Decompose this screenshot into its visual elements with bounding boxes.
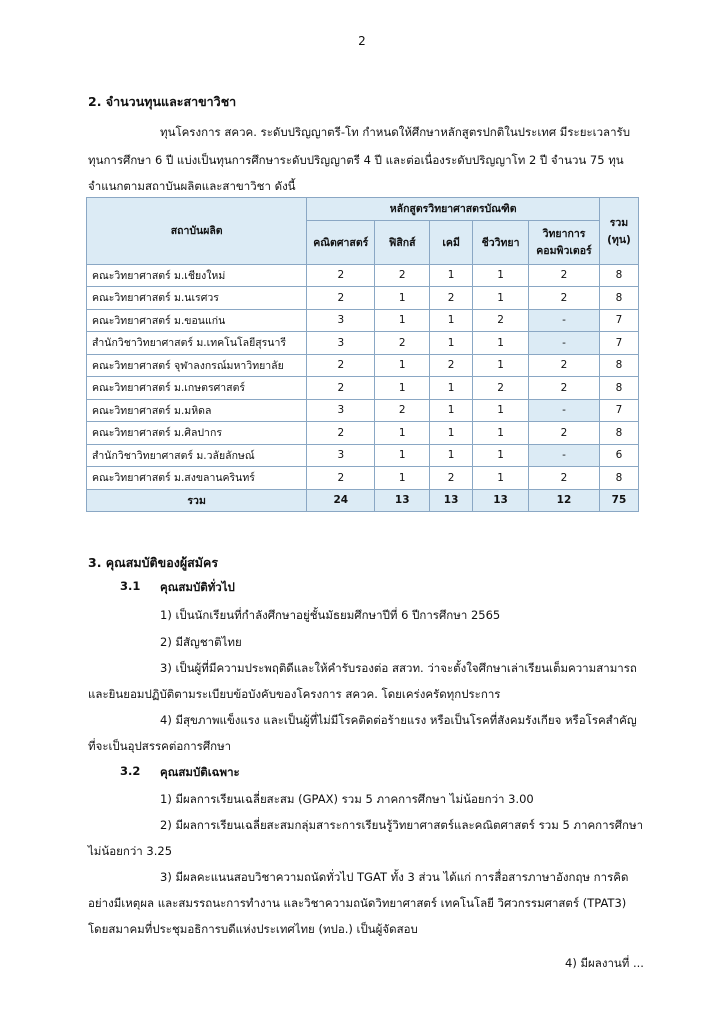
institution-name: สำนักวิชาวิทยาศาสตร์ ม.เทคโนโลยีสุรนารี	[87, 332, 307, 355]
table-cell: 2	[307, 377, 375, 400]
table-cell: 1	[473, 287, 529, 310]
table-cell: 8	[599, 354, 638, 377]
table-cell: 2	[529, 287, 600, 310]
table-cell: 2	[473, 309, 529, 332]
table-cell: 7	[599, 309, 638, 332]
table-cell: 12	[529, 489, 600, 512]
table-row	[87, 444, 639, 467]
specific-item-2-line-2: ไม่น้อยกว่า 3.25	[88, 844, 173, 858]
subsection-3-2-title: คุณสมบัติเฉพาะ	[160, 765, 240, 779]
table-cell: 1	[473, 422, 529, 445]
table-row	[87, 422, 639, 445]
total-label: รวม	[87, 489, 307, 512]
header-subject: ชีววิทยา	[473, 220, 529, 264]
institution-name: คณะวิทยาศาสตร์ ม.นเรศวร	[87, 287, 307, 310]
general-item-3-line-2: และยินยอมปฏิบัติตามระเบียบข้อบังคับของโครงการ สควค. โดยเคร่งครัดทุกประการ	[88, 687, 501, 701]
table-cell: -	[529, 399, 600, 422]
table-row	[87, 287, 639, 310]
specific-item-1: 1) มีผลการเรียนเฉลี่ยสะสม (GPAX) รวม 5 ภาคการศึกษา ไม่น้อยกว่า 3.00	[160, 792, 534, 806]
section-2-paragraph-line-3: จำแนกตามสถาบันผลิตและสาขาวิชา ดังนี้	[88, 179, 296, 193]
header-subject: คณิตศาสตร์	[307, 220, 375, 264]
table-cell: 1	[430, 422, 473, 445]
table-row	[87, 467, 639, 490]
table-cell: 8	[599, 287, 638, 310]
table-cell: 2	[430, 467, 473, 490]
table-cell: 1	[430, 309, 473, 332]
page-number: 2	[358, 34, 366, 48]
table-cell: 8	[599, 264, 638, 287]
table-cell: 1	[430, 264, 473, 287]
table-cell: 75	[599, 489, 638, 512]
table-cell: 2	[529, 354, 600, 377]
table-cell: 7	[599, 332, 638, 355]
table-cell: 2	[529, 264, 600, 287]
institution-name: คณะวิทยาศาสตร์ ม.เกษตรศาสตร์	[87, 377, 307, 400]
table-cell: 13	[430, 489, 473, 512]
table-cell: 1	[375, 287, 430, 310]
table-cell: 1	[375, 354, 430, 377]
table-cell: 2	[307, 467, 375, 490]
section-2-paragraph-line-2: ทุนการศึกษา 6 ปี แบ่งเป็นทุนการศึกษาระดับปริญญาตรี 4 ปี และต่อเนื่องระดับปริญญาโท 2 ปี จำนวน 75 ทุน	[88, 153, 624, 167]
table-cell: 1	[473, 332, 529, 355]
table-cell: 2	[307, 422, 375, 445]
table-cell: 1	[473, 354, 529, 377]
general-item-4-line-2: ที่จะเป็นอุปสรรคต่อการศึกษา	[88, 739, 232, 753]
table-total-row	[87, 489, 639, 512]
table-cell: 8	[599, 467, 638, 490]
table-cell: 1	[473, 399, 529, 422]
table-row	[87, 354, 639, 377]
table-cell: 1	[375, 309, 430, 332]
subsection-3-2-number: 3.2	[120, 764, 141, 778]
table-body	[87, 264, 639, 489]
table-cell: 2	[430, 287, 473, 310]
table-cell: -	[529, 444, 600, 467]
table-cell: 2	[375, 399, 430, 422]
table-cell: 1	[430, 444, 473, 467]
table-cell: 3	[307, 309, 375, 332]
general-item-4-line-1: 4) มีสุขภาพแข็งแรง และเป็นผู้ที่ไม่มีโรคติดต่อร้ายแรง หรือเป็นโรคที่สังคมรังเกียจ หรือโรคสำคัญ	[160, 713, 637, 727]
table-cell: 2	[307, 354, 375, 377]
table-cell: 13	[473, 489, 529, 512]
header-total-line-2: (ทุน)	[607, 233, 631, 246]
table-cell: 1	[375, 377, 430, 400]
table-cell: 1	[473, 467, 529, 490]
table-cell: 1	[375, 467, 430, 490]
table-row	[87, 332, 639, 355]
table-cell: 3	[307, 444, 375, 467]
institution-name: คณะวิทยาศาสตร์ ม.สงขลานครินทร์	[87, 467, 307, 490]
table-cell: 2	[307, 287, 375, 310]
institution-name: สำนักวิชาวิทยาศาสตร์ ม.วลัยลักษณ์	[87, 444, 307, 467]
institution-name: คณะวิทยาศาสตร์ ม.มหิดล	[87, 399, 307, 422]
general-item-1: 1) เป็นนักเรียนที่กำลังศึกษาอยู่ชั้นมัธยมศึกษาปีที่ 6 ปีการศึกษา 2565	[160, 608, 501, 622]
general-item-3-line-1: 3) เป็นผู้ที่มีความประพฤติดีและให้คำรับรองต่อ สสวท. ว่าจะตั้งใจศึกษาเล่าเรียนเต็มความสามารถ	[160, 661, 637, 675]
header-institution: สถาบันผลิต	[87, 198, 307, 265]
table-cell: 2	[430, 354, 473, 377]
table-cell: 3	[307, 399, 375, 422]
institution-name: คณะวิทยาศาสตร์ จุฬาลงกรณ์มหาวิทยาลัย	[87, 354, 307, 377]
table-cell: 8	[599, 377, 638, 400]
header-total-line-1: รวม	[609, 216, 629, 229]
table-row	[87, 377, 639, 400]
table-row	[87, 309, 639, 332]
continued-marker: 4) มีผลงานที่ ...	[565, 956, 644, 970]
table-cell: 3	[307, 332, 375, 355]
table-cell: -	[529, 309, 600, 332]
specific-item-3-line-2: อย่างมีเหตุผล และสมรรถนะการทำงาน และวิชาความถนัดวิทยาศาสตร์ เทคโนโลยี วิศวกรรมศาสตร์ (TPAT3)	[88, 896, 627, 910]
section-2-paragraph-line-1: ทุนโครงการ สควค. ระดับปริญญาตรี-โท กำหนดให้ศึกษาหลักสูตรปกติในประเทศ มีระยะเวลารับ	[160, 125, 631, 139]
subsection-3-1-title: คุณสมบัติทั่วไป	[160, 580, 235, 594]
table-cell: 1	[473, 264, 529, 287]
table-cell: 8	[599, 422, 638, 445]
header-subject: เคมี	[430, 220, 473, 264]
table-cell: 7	[599, 399, 638, 422]
specific-item-3-line-1: 3) มีผลคะแนนสอบวิชาความถนัดทั่วไป TGAT ทั้ง 3 ส่วน ได้แก่ การสื่อสารภาษาอังกฤษ การคิด	[160, 870, 629, 884]
table-cell: 24	[307, 489, 375, 512]
specific-item-2-line-1: 2) มีผลการเรียนเฉลี่ยสะสมกลุ่มสาระการเรียนรู้วิทยาศาสตร์และคณิตศาสตร์ รวม 5 ภาคการศึกษา	[160, 818, 644, 832]
specific-item-3-line-3: โดยสมาคมที่ประชุมอธิการบดีแห่งประเทศไทย (ทปอ.) เป็นผู้จัดสอบ	[88, 922, 418, 936]
header-program-group: หลักสูตรวิทยาศาสตรบัณฑิต	[307, 198, 600, 221]
table-cell: -	[529, 332, 600, 355]
institution-name: คณะวิทยาศาสตร์ ม.เชียงใหม่	[87, 264, 307, 287]
header-subject: ฟิสิกส์	[375, 220, 430, 264]
table-cell: 2	[375, 264, 430, 287]
table-cell: 1	[473, 444, 529, 467]
table-row	[87, 264, 639, 287]
table-cell: 2	[529, 422, 600, 445]
scholarship-table	[86, 197, 639, 512]
subsection-3-1-number: 3.1	[120, 579, 141, 593]
institution-name: คณะวิทยาศาสตร์ ม.ศิลปากร	[87, 422, 307, 445]
section-3-heading: 3. คุณสมบัติของผู้สมัคร	[88, 555, 219, 570]
header-subject-computer-science	[529, 220, 600, 264]
table-cell: 13	[375, 489, 430, 512]
table-cell: 1	[430, 399, 473, 422]
institution-name: คณะวิทยาศาสตร์ ม.ขอนแก่น	[87, 309, 307, 332]
table-cell: 2	[529, 377, 600, 400]
table-cell: 1	[375, 444, 430, 467]
table-cell: 1	[430, 332, 473, 355]
table-cell: 2	[307, 264, 375, 287]
general-item-2: 2) มีสัญชาติไทย	[160, 635, 242, 649]
table-cell: 1	[430, 377, 473, 400]
header-cs-line-2: คอมพิวเตอร์	[536, 245, 592, 257]
table-cell: 2	[375, 332, 430, 355]
table-row	[87, 399, 639, 422]
header-cs-line-1: วิทยาการ	[542, 228, 586, 240]
table-cell: 2	[473, 377, 529, 400]
header-total	[599, 198, 638, 265]
section-2-heading: 2. จำนวนทุนและสาขาวิชา	[88, 94, 237, 109]
table-cell: 6	[599, 444, 638, 467]
table-cell: 2	[529, 467, 600, 490]
table-cell: 1	[375, 422, 430, 445]
